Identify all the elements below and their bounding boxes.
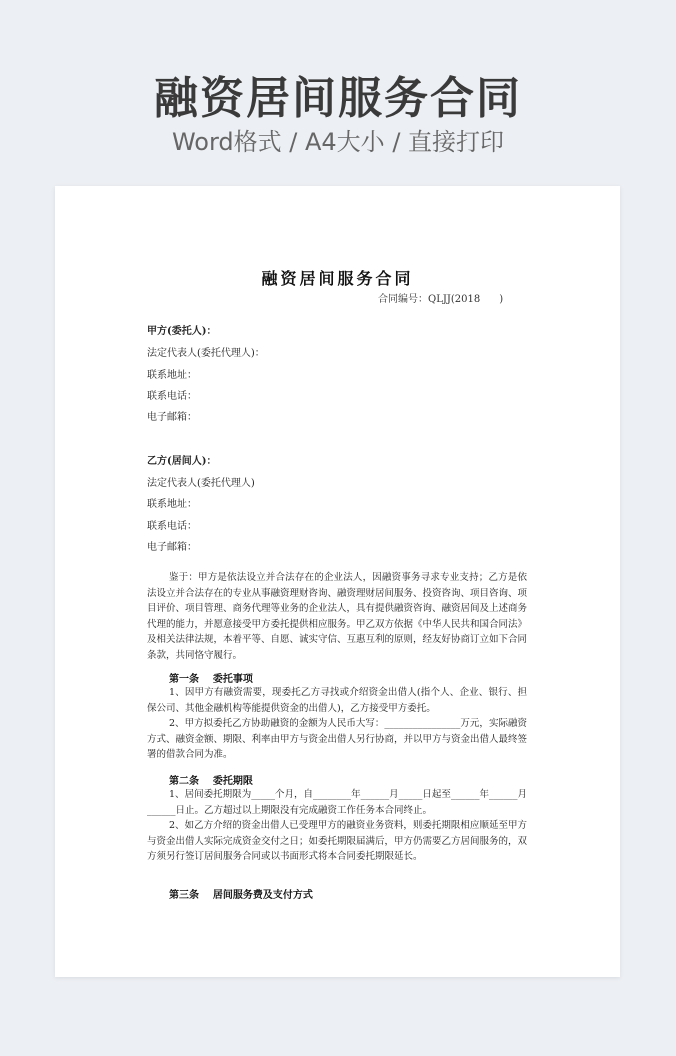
party-a-email: 电子邮箱： — [147, 412, 197, 423]
party-a-phone: 联系电话： — [147, 391, 197, 402]
article-2-clause-2: 2、如乙方介绍的资金出借人已受理甲方的融资业务资料，则委托期限相应顺延至甲方与资金出借人实际完成资金交付之日；如委托期限届满后，甲方仍需要乙方居间服务的，双方须另行签订居间服务合同或以书面形式将本合同委托期限延长。 — [147, 820, 528, 862]
article-2-clause-1: 1、居间委托期限为_____个月，自________年______月_____日起至______年______月______日止。乙方超过以上期限没有完成融资工作任务本合同终止。 — [147, 789, 527, 816]
contract-number: 合同编号：QLJJ(2018 ) — [378, 294, 504, 305]
article-1-clause-1: 1、因甲方有融资需要，现委托乙方寻找或介绍资金出借人(指个人、企业、银行、担保公司、其他金融机构等能提供资金的出借人)，乙方接受甲方委托。 — [147, 687, 527, 714]
party-a-representative: 法定代表人(委托代理人)： — [147, 348, 265, 359]
party-a-address: 联系地址： — [147, 370, 197, 381]
article-1-heading: 第一条 委托事项 — [169, 674, 253, 685]
party-b-phone: 联系电话： — [147, 521, 197, 532]
document-title: 融资居间服务合同 — [261, 269, 414, 288]
article-1-clause-2: 2、甲方拟委托乙方协助融资的金额为人民币大写：________________万元，实际融资方式、融资金额、期限、利率由甲方与资金出借人另行协商，并以甲方与资金出借人最终签署的借款合同为准。 — [147, 718, 528, 760]
preamble-paragraph: 鉴于：甲方是依法设立并合法存在的企业法人，因融资事务寻求专业支持；乙方是依法设立并合法存在的专业从事融资理财咨询、融资理财居间服务、投资咨询、项目咨询、项目评价、项目管理、商务代理等业务的企业法人，具有提供融资咨询、融资居间及上述商务代理的能力，并愿意接受甲方委托提供相应服务。甲乙双方依据《中华人民共和国合同法》及相关法律法规，本着平等、自愿、诚实守信、互惠互利的原则，经友好协商订立如下合同条款，共同恪守履行。 — [147, 572, 528, 661]
party-b-address: 联系地址： — [147, 499, 197, 510]
party-b-representative: 法定代表人(委托代理人) — [147, 478, 255, 489]
article-3-heading: 第三条 居间服务费及支付方式 — [169, 890, 313, 901]
party-b-email: 电子邮箱： — [147, 542, 197, 553]
banner-subtitle: Word格式 / A4大小 / 直接打印 — [171, 128, 505, 156]
banner-title: 融资居间服务合同 — [154, 73, 522, 124]
article-2-heading: 第二条 委托期限 — [169, 776, 253, 787]
party-b-heading: 乙方(居间人)： — [147, 456, 217, 467]
party-a-heading: 甲方(委托人)： — [147, 326, 217, 337]
document-page — [55, 186, 620, 977]
